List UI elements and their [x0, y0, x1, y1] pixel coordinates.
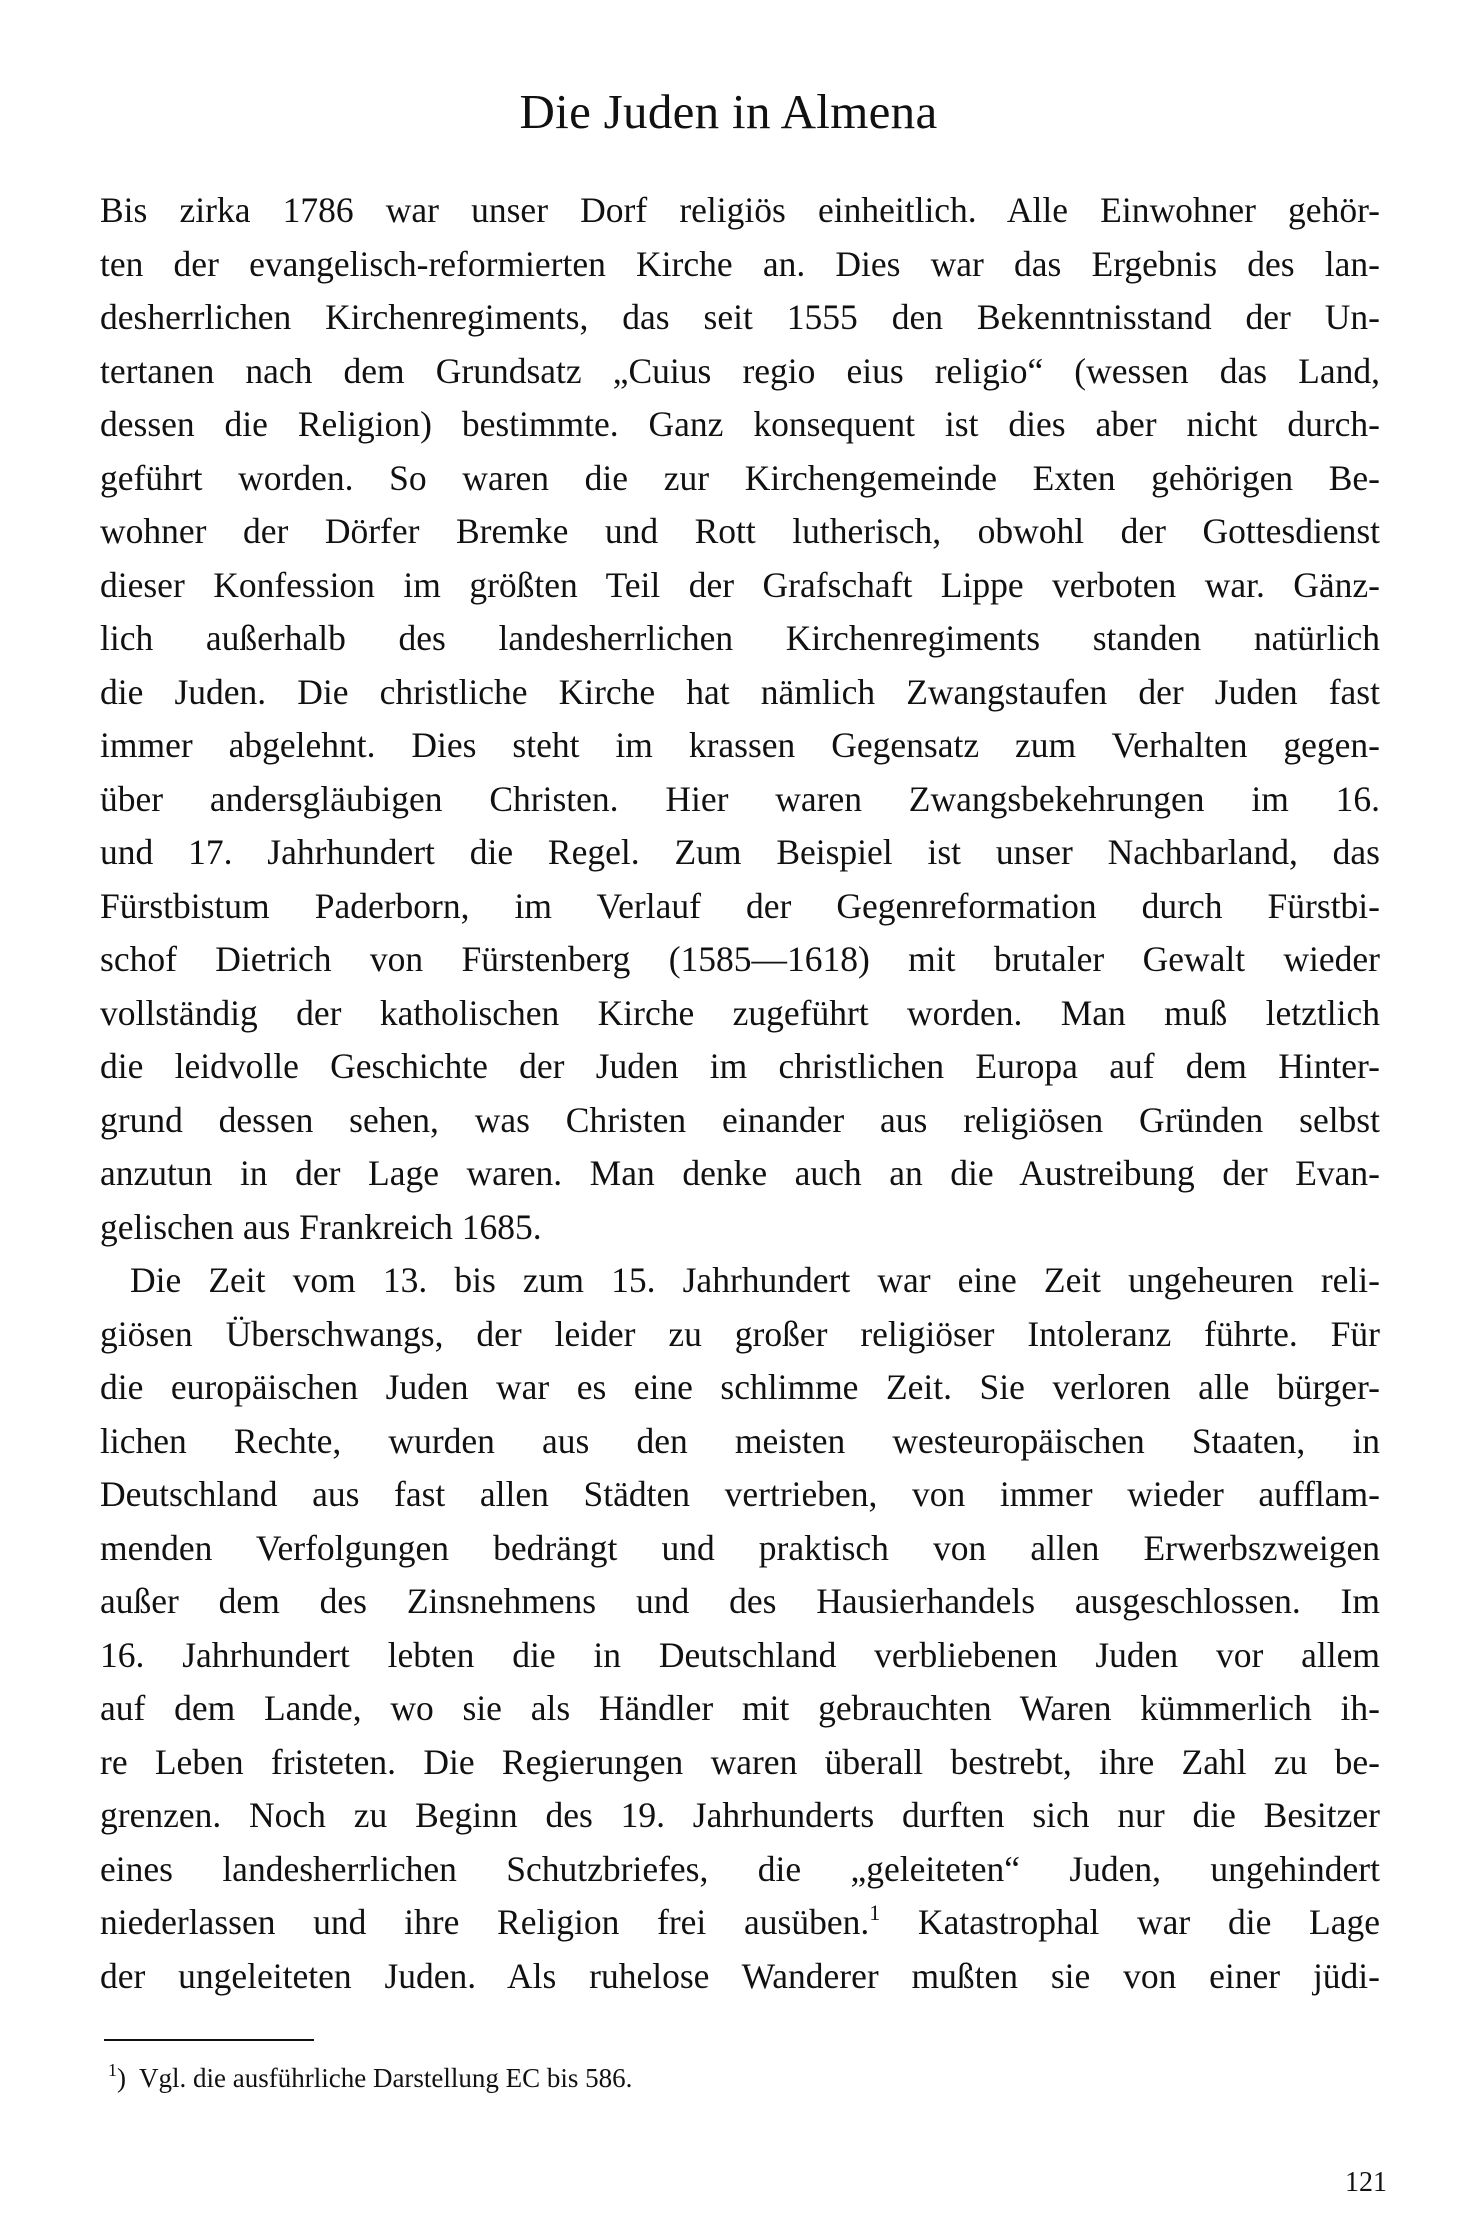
- text-line: die Juden. Die christliche Kirche hat nämlich Zwangstaufen der Juden fast: [100, 671, 1380, 712]
- paragraph-1: [100, 184, 1380, 1254]
- text-line: tertanen nach dem Grundsatz „Cuius regio eius religio“ (wessen das Land,: [100, 350, 1380, 391]
- footnote-paren: ): [117, 2063, 126, 2093]
- text-line: immer abgelehnt. Dies steht im krassen Gegensatz zum Verhalten gegen-: [100, 725, 1380, 765]
- text-line: wohner der Dörfer Bremke und Rott lutherisch, obwohl der Gottesdienst: [100, 511, 1380, 551]
- paragraph-2: [100, 1254, 1380, 2003]
- footnote-number: 1: [108, 2060, 117, 2080]
- footnote-divider: [104, 2039, 314, 2041]
- page-number: 121: [1345, 2167, 1387, 2198]
- footnote-text: Vgl. die ausführliche Darstellung EC bis 586.: [139, 2063, 633, 2093]
- text-line: lichen Rechte, wurden aus den meisten westeuropäischen Staaten, in: [100, 1420, 1380, 1461]
- text-line: grenzen. Noch zu Beginn des 19. Jahrhunderts durften sich nur die Besitzer: [100, 1795, 1380, 1835]
- text-line: gelischen aus Frankreich 1685.: [100, 1206, 542, 1247]
- text-line: desherrlichen Kirchenregiments, das seit 1555 den Bekenntnisstand der Un-: [100, 297, 1380, 337]
- text-line: menden Verfolgungen bedrängt und praktisch von allen Erwerbszweigen: [100, 1527, 1380, 1568]
- text-line: ten der evangelisch-reformierten Kirche an. Dies war das Ergebnis des lan-: [100, 243, 1380, 284]
- text-line: grund dessen sehen, was Christen einander aus religiösen Gründen selbst: [100, 1099, 1380, 1140]
- line-start: niederlassen und ihre Religion frei ausüben.: [100, 1902, 870, 1942]
- text-line: die leidvolle Geschichte der Juden im christlichen Europa auf dem Hinter-: [100, 1046, 1380, 1086]
- line-continuation: Katastrophal war die Lage: [880, 1902, 1380, 1942]
- text-line: re Leben fristeten. Die Regierungen waren überall bestrebt, ihre Zahl zu be-: [100, 1741, 1380, 1782]
- text-line: dieser Konfession im größten Teil der Grafschaft Lippe verboten war. Gänz-: [100, 564, 1380, 605]
- text-line: giösen Überschwangs, der leider zu großer religiöser Intoleranz führte. Für: [100, 1313, 1380, 1354]
- text-line: 16. Jahrhundert lebten die in Deutschland verbliebenen Juden vor allem: [100, 1634, 1380, 1675]
- text-line: vollständig der katholischen Kirche zugeführt worden. Man muß letztlich: [100, 992, 1380, 1033]
- text-line: der ungeleiteten Juden. Als ruhelose Wanderer mußten sie von einer jüdi-: [100, 1955, 1380, 1996]
- footnote-marker[interactable]: 1: [869, 1900, 881, 1925]
- text-line: Deutschland aus fast allen Städten vertrieben, von immer wieder aufflam-: [100, 1474, 1380, 1514]
- text-line: geführt worden. So waren die zur Kirchengemeinde Exten gehörigen Be-: [100, 457, 1380, 498]
- text-line: lich außerhalb des landesherrlichen Kirchenregiments standen natürlich: [100, 618, 1380, 658]
- text-line: Bis zirka 1786 war unser Dorf religiös einheitlich. Alle Einwohner gehör-: [100, 190, 1380, 230]
- text-line: über andersgläubigen Christen. Hier waren Zwangsbekehrungen im 16.: [100, 778, 1380, 819]
- text-line: dessen die Religion) bestimmte. Ganz konsequent ist dies aber nicht durch-: [100, 404, 1380, 444]
- text-line: eines landesherrlichen Schutzbriefes, die „geleiteten“ Juden, ungehindert: [100, 1848, 1380, 1889]
- text-line: und 17. Jahrhundert die Regel. Zum Beispiel ist unser Nachbarland, das: [100, 832, 1380, 872]
- footnote: [108, 2060, 632, 2096]
- text-line: die europäischen Juden war es eine schlimme Zeit. Sie verloren alle bürger-: [100, 1367, 1380, 1407]
- text-line: außer dem des Zinsnehmens und des Hausierhandels ausgeschlossen. Im: [100, 1581, 1380, 1621]
- page-title: Die Juden in Almena: [519, 84, 938, 139]
- text-line: Fürstbistum Paderborn, im Verlauf der Gegenreformation durch Fürstbi-: [100, 885, 1380, 926]
- text-line: anzutun in der Lage waren. Man denke auch an die Austreibung der Evan-: [100, 1153, 1380, 1193]
- body-text: [100, 184, 1380, 2003]
- text-line: auf dem Lande, wo sie als Händler mit gebrauchten Waren kümmerlich ih-: [100, 1688, 1380, 1728]
- text-line-with-footnote: [100, 1896, 1380, 1950]
- text-line: Die Zeit vom 13. bis zum 15. Jahrhundert war eine Zeit ungeheuren reli-: [130, 1260, 1380, 1300]
- text-line: schof Dietrich von Fürstenberg (1585—1618) mit brutaler Gewalt wieder: [100, 939, 1380, 979]
